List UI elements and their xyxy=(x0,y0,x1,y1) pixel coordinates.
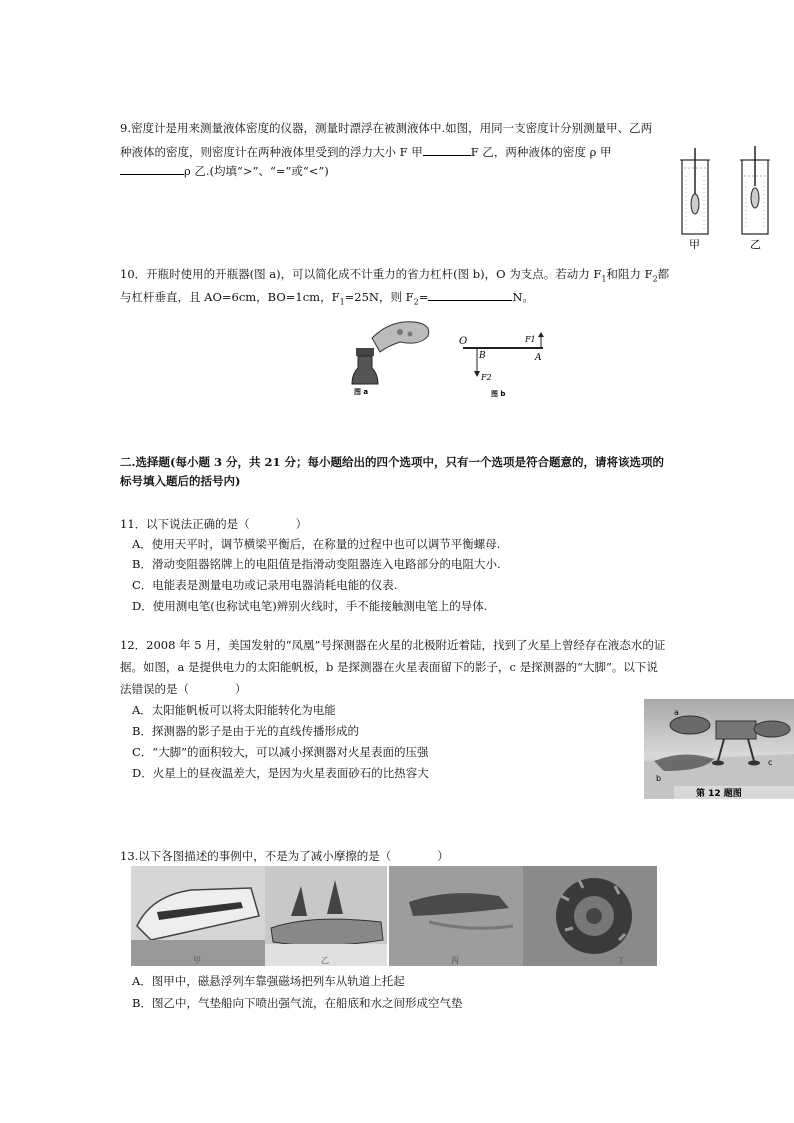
label-yi: 乙 xyxy=(321,956,329,965)
photo-bing-ding xyxy=(389,866,657,966)
phoenix-lander-photo xyxy=(644,699,794,799)
label-A: A xyxy=(535,353,542,363)
label-F2: F2 xyxy=(481,373,492,382)
section-2-header-line-2: 标号填入题后的括号内) xyxy=(120,474,241,488)
q11-option-d[interactable]: D．使用测电笔(也称试电笔)辨别火线时，手不能接触测电笔上的导体. xyxy=(132,599,488,613)
q9-line-1: 9.密度计是用来测量液体密度的仪器，测量时漂浮在被测液体中.如图，用同一支密度计分别测量甲、乙两 xyxy=(120,121,653,135)
label-a: a xyxy=(674,708,679,717)
q9-line-3: ρ 乙.(均填“>”、“=”或“<”) xyxy=(120,163,329,178)
fig-b-caption: 图 b xyxy=(491,390,506,398)
q11-stem: 11．以下说法正确的是（ ） xyxy=(120,517,308,531)
q12-line-2: 据。如图，a 是提供电力的太阳能帆板，b 是探测器在火星表面留下的影子，c 是探测器的“大脚”。以下说 xyxy=(120,660,658,674)
label-B: B xyxy=(479,351,486,361)
q13-option-b[interactable]: B．图乙中，气垫船向下喷出强气流，在船底和水之间形成空气垫 xyxy=(132,996,463,1010)
fig-a-caption: 图 a xyxy=(354,388,369,396)
q13-option-a[interactable]: A．图甲中，磁悬浮列车靠强磁场把列车从轨道上托起 xyxy=(132,974,405,988)
label-bing: 丙 xyxy=(451,956,459,965)
q9-line-2: 种液体的密度，则密度计在两种液体里受到的浮力大小 F 甲 F 乙，两种液体的密度 ρ 甲 xyxy=(120,145,612,159)
cylinder-jia xyxy=(680,148,710,234)
label-O: O xyxy=(459,336,468,347)
q12-option-d[interactable]: D．火星上的昼夜温差大，是因为火星表面砂石的比热容大 xyxy=(132,766,429,780)
label-c: c xyxy=(768,758,773,767)
q12-option-c[interactable]: C．“大脚”的面积较大，可以减小探测器对火星表面的压强 xyxy=(132,745,429,759)
q11-option-a[interactable]: A．使用天平时，调节横梁平衡后，在称量的过程中也可以调节平衡螺母. xyxy=(132,537,501,551)
lever-figure xyxy=(455,330,555,402)
answer-blank[interactable] xyxy=(120,163,184,175)
label-F1: F1 xyxy=(525,335,536,344)
q13-stem: 13.以下各图描述的事例中，不是为了减小摩擦的是（ ） xyxy=(120,849,449,863)
q10-line-1: 10．开瓶时使用的开瓶器(图 a)，可以简化成不计重力的省力杠杆(图 b)，O 为支点。若动力 $F_1$和阻力 $F_2$都 xyxy=(120,267,670,284)
phoenix-lander-drawing xyxy=(644,699,794,799)
hydrometer-figure xyxy=(674,146,784,252)
q12-option-b[interactable]: B．探测器的影子是由于光的直线传播形成的 xyxy=(132,724,359,738)
label-ding: 丁 xyxy=(617,956,625,965)
bottle-opener-figure xyxy=(350,312,440,398)
q12-line-1: 12．2008 年 5 月，美国发射的“凤凰”号探测器在火星的北极附近着陆，找到了火星上曾经存在液态水的证 xyxy=(120,638,666,652)
label-jia: 甲 xyxy=(193,956,201,965)
q11-option-c[interactable]: C．电能表是测量电功或记录用电器消耗电能的仪表. xyxy=(132,578,398,592)
swimmer-tire-drawing xyxy=(389,866,657,966)
photo-jia-yi xyxy=(131,866,387,966)
label-jia: 甲 xyxy=(689,238,700,251)
label-b: b xyxy=(656,774,662,783)
q12-line-3: 法错误的是（ ） xyxy=(120,682,247,696)
cylinder-yi xyxy=(740,146,770,234)
q12-option-a[interactable]: A．太阳能帆板可以将太阳能转化为电能 xyxy=(132,703,336,717)
q11-option-b[interactable]: B．滑动变阻器铭牌上的电阻值是指滑动变阻器连入电路部分的电阻大小. xyxy=(132,557,501,571)
answer-blank[interactable] xyxy=(423,144,471,156)
q10-line-2: 与杠杆垂直，且 AO=6cm，BO=1cm，$F_1=25N$，则 $F_2= N$。 xyxy=(120,290,534,307)
answer-blank[interactable] xyxy=(428,289,512,301)
label-yi: 乙 xyxy=(750,238,761,251)
section-2-header-line-1: 二.选择题(每小题 3 分，共 21 分；每小题给出的四个选项中，只有一个选项是符合题意的，请将该选项的 xyxy=(120,455,664,469)
fig-12-caption: 第 12 题图 xyxy=(696,789,742,799)
maglev-hovercraft-drawing xyxy=(131,866,387,966)
